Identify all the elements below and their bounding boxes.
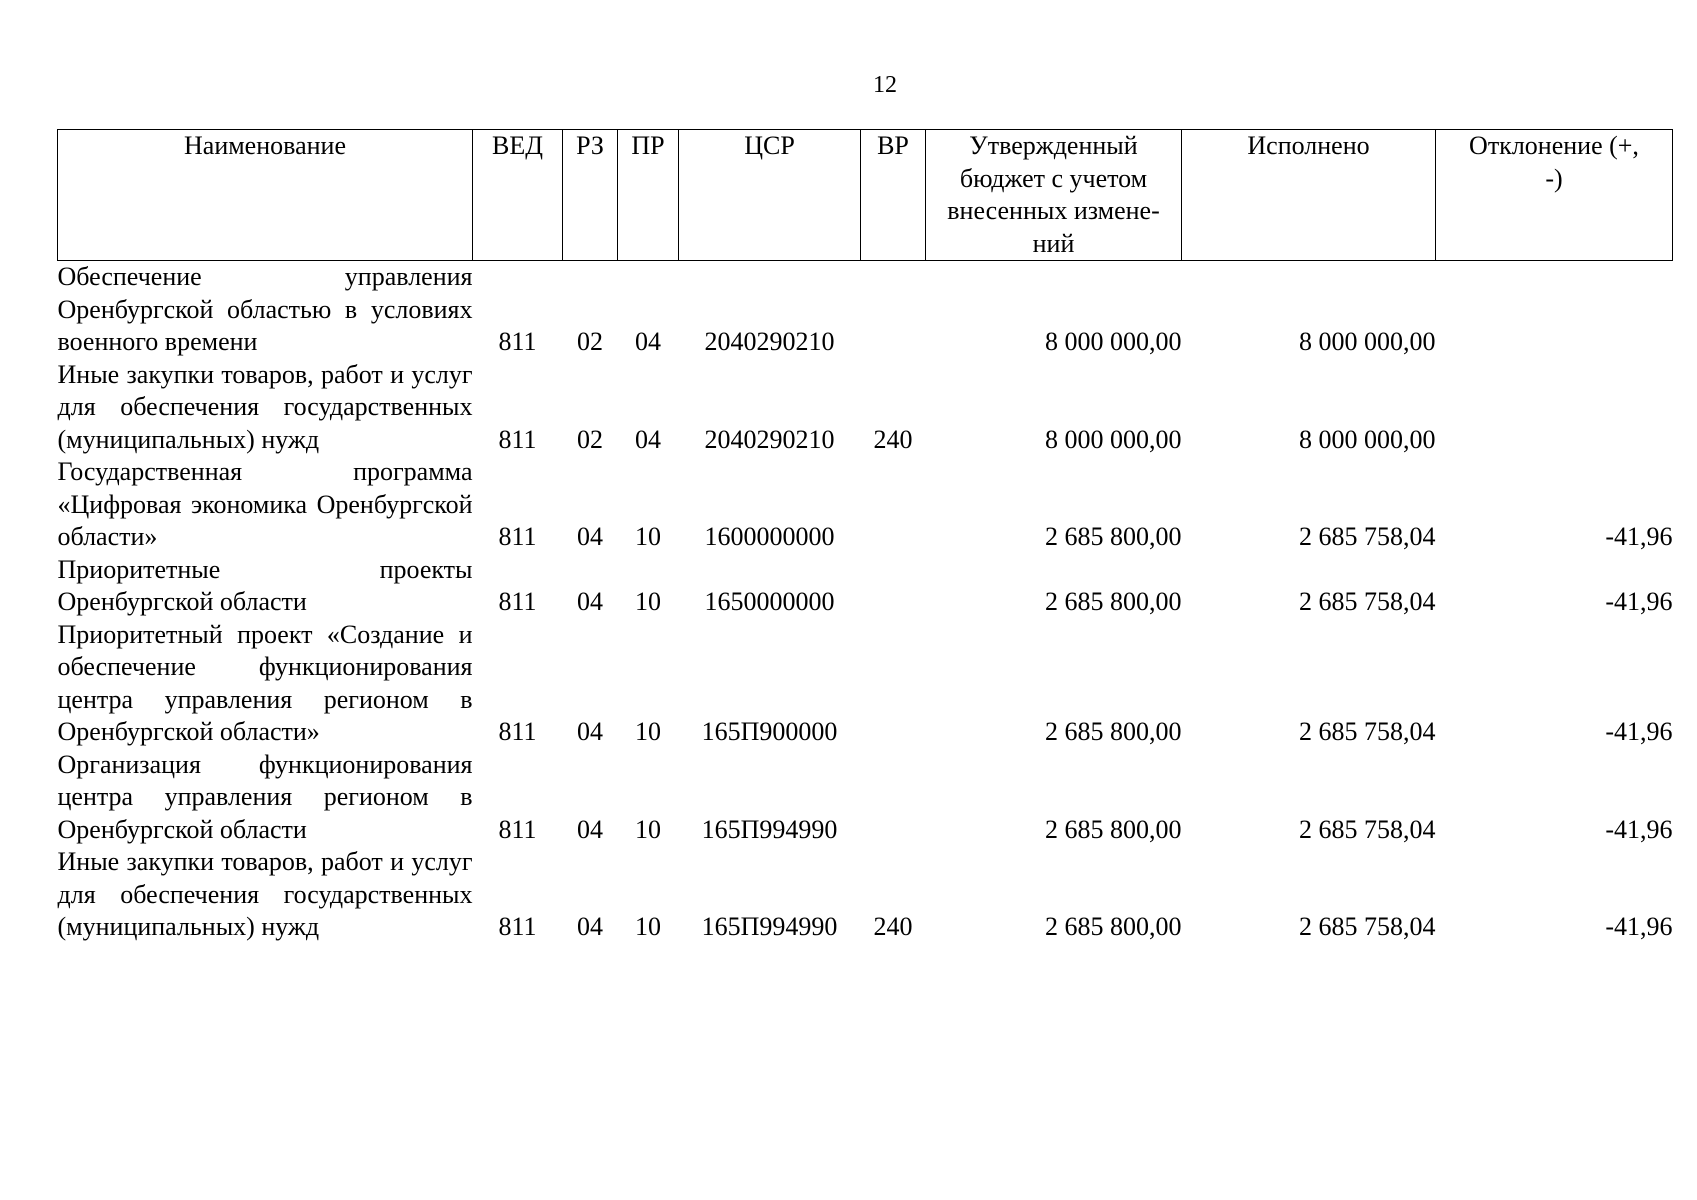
- row-executed: 2 685 758,04: [1299, 717, 1436, 746]
- row-executed: 2 685 758,04: [1299, 912, 1436, 941]
- table-row: [58, 261, 1673, 359]
- row-approved: 2 685 800,00: [1045, 912, 1182, 941]
- row-approved: 2 685 800,00: [1045, 814, 1182, 844]
- budget-table: [57, 129, 1673, 944]
- row-rz: 04: [577, 814, 603, 844]
- row-deviation: -41,96: [1605, 587, 1673, 616]
- table-row: [58, 359, 1673, 457]
- row-name: Иные закупки товаров, работ и услуг для обеспечения государственных (муниципальных) нужд: [57, 847, 473, 941]
- row-vr: [861, 554, 926, 619]
- row-pr: 10: [635, 717, 661, 746]
- row-executed: 2 685 758,04: [1299, 814, 1436, 844]
- row-approved: 2 685 800,00: [1045, 587, 1182, 616]
- row-csr: 2040290210: [704, 424, 835, 454]
- table-header-row: [58, 130, 1673, 261]
- row-ved: 811: [498, 587, 537, 616]
- row-approved: 8 000 000,00: [1045, 424, 1182, 454]
- row-name: Организация функционирования центра управления регионом в Оренбургской области: [57, 749, 473, 844]
- row-executed: 2 685 758,04: [1299, 522, 1436, 551]
- row-deviation: -41,96: [1605, 912, 1673, 941]
- row-executed: 8 000 000,00: [1299, 327, 1436, 356]
- row-rz: 02: [577, 327, 603, 356]
- row-pr: 10: [635, 587, 661, 616]
- row-ved: 811: [498, 912, 537, 941]
- header-deviation: Отклонение (+, -): [1436, 130, 1673, 261]
- row-rz: 02: [577, 424, 603, 454]
- row-pr: 04: [635, 327, 661, 356]
- row-vr: [861, 456, 926, 554]
- row-ved: 811: [498, 327, 537, 356]
- row-name: Государственная программа «Цифровая экономика Оренбургской области»: [57, 457, 473, 551]
- page-number: 12: [873, 72, 897, 98]
- header-executed: Исполнено: [1182, 130, 1436, 261]
- header-name: Наименование: [58, 130, 473, 261]
- row-deviation: -41,96: [1605, 814, 1673, 844]
- row-name: Приоритетный проект «Создание и обеспечение функционирования центра управления регионом в Оренбургской области»: [57, 619, 473, 746]
- row-rz: 04: [577, 522, 603, 551]
- table-row: [58, 554, 1673, 619]
- table-row: [58, 456, 1673, 554]
- row-vr: [861, 749, 926, 847]
- row-ved: 811: [498, 522, 537, 551]
- row-approved: 2 685 800,00: [1045, 717, 1182, 746]
- row-pr: 10: [635, 522, 661, 551]
- row-pr: 10: [635, 912, 661, 941]
- row-vr: 240: [873, 912, 913, 941]
- row-csr: 165П900000: [701, 717, 838, 746]
- row-csr: 165П994990: [701, 814, 838, 844]
- header-vr: ВР: [861, 130, 926, 261]
- row-csr: 1650000000: [704, 587, 835, 616]
- row-vr: 240: [873, 424, 913, 454]
- row-executed: 8 000 000,00: [1299, 424, 1436, 454]
- row-csr: 165П994990: [701, 912, 838, 941]
- row-approved: 2 685 800,00: [1045, 522, 1182, 551]
- row-vr: [861, 261, 926, 359]
- table-row: [58, 619, 1673, 749]
- row-pr: 10: [635, 814, 661, 844]
- row-deviation: [1436, 261, 1673, 359]
- row-name: Иные закупки товаров, работ и услуг для обеспечения государственных (муниципальных) нужд: [57, 359, 473, 454]
- row-executed: 2 685 758,04: [1299, 587, 1436, 616]
- header-pr: ПР: [618, 130, 679, 261]
- table-row: [58, 749, 1673, 847]
- row-csr: 2040290210: [704, 327, 835, 356]
- row-approved: 8 000 000,00: [1045, 327, 1182, 356]
- row-name: Обеспечение управления Оренбургской областью в условиях военного времени: [57, 262, 473, 356]
- row-name: Приоритетные проекты Оренбургской области: [57, 554, 473, 616]
- header-rz: РЗ: [563, 130, 618, 261]
- table-row: [58, 846, 1673, 944]
- row-deviation: [1436, 359, 1673, 457]
- row-deviation: -41,96: [1605, 717, 1673, 746]
- row-ved: 811: [498, 717, 537, 746]
- row-rz: 04: [577, 912, 603, 941]
- row-rz: 04: [577, 717, 603, 746]
- row-vr: [861, 619, 926, 749]
- header-approved-budget: Утвержденный бюджет с учетом внесенных измене-ний: [926, 130, 1182, 261]
- row-deviation: -41,96: [1605, 522, 1673, 551]
- header-csr: ЦСР: [679, 130, 861, 261]
- header-ved: ВЕД: [473, 130, 563, 261]
- row-ved: 811: [498, 814, 537, 844]
- row-rz: 04: [577, 587, 603, 616]
- row-csr: 1600000000: [704, 522, 835, 551]
- row-pr: 04: [635, 424, 661, 454]
- row-ved: 811: [498, 424, 537, 454]
